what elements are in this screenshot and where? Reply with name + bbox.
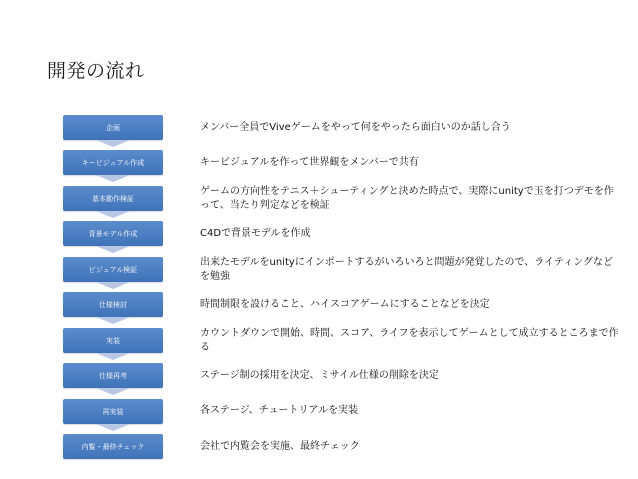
flow-step-spec-rethink: 仕様再考 (63, 363, 163, 388)
step-description: ステージ制の採用を決定、ミサイル仕様の削除を決定 (200, 370, 439, 381)
flow-step-basic-test: 基本動作検証 (63, 186, 163, 211)
page-title: 開発の流れ (47, 60, 145, 82)
flow-step-spec-review: 仕様検討 (63, 292, 163, 317)
step-description: C4Dで背景モデルを作成 (200, 228, 311, 239)
flow-step-bg-model: 背景モデル作成 (63, 221, 163, 246)
step-description: 時間制限を設けること、ハイスコアゲームにすることなどを決定 (200, 299, 490, 310)
flow-step-implementation: 実装 (63, 328, 163, 353)
step-description: 出来たモデルをunityにインポートするがいろいろと問題が発覚したので、ライティングなどを勉強 (200, 257, 613, 282)
step-description: ゲームの方向性をテニス＋シューティングと決めた時点で、実際にunityで玉を打つデモを作って、当たり判定などを検証 (200, 186, 614, 211)
step-description: キービジュアルを作って世界観をメンバーで共有 (200, 157, 419, 168)
step-description: 各ステージ、チュートリアルを実装 (200, 405, 359, 416)
step-description: カウントダウンで開始、時間、スコア、ライフを表示してゲームとして成立するところまで作る (200, 328, 619, 353)
flow-step-key-visual: キービジュアル作成 (63, 150, 163, 175)
flow-step-reimplementation: 再実装 (63, 399, 163, 424)
step-description: メンバー全員でViveゲームをやって何をやったら面白いのか話し合う (200, 122, 511, 133)
step-description: 会社で内覧会を実施、最終チェック (200, 441, 360, 452)
flow-step-visual-test: ビジュアル検証 (63, 257, 163, 282)
flow-step-final-check: 内覧・最終チェック (63, 434, 163, 459)
flow-step-planning: 企画 (63, 115, 163, 140)
